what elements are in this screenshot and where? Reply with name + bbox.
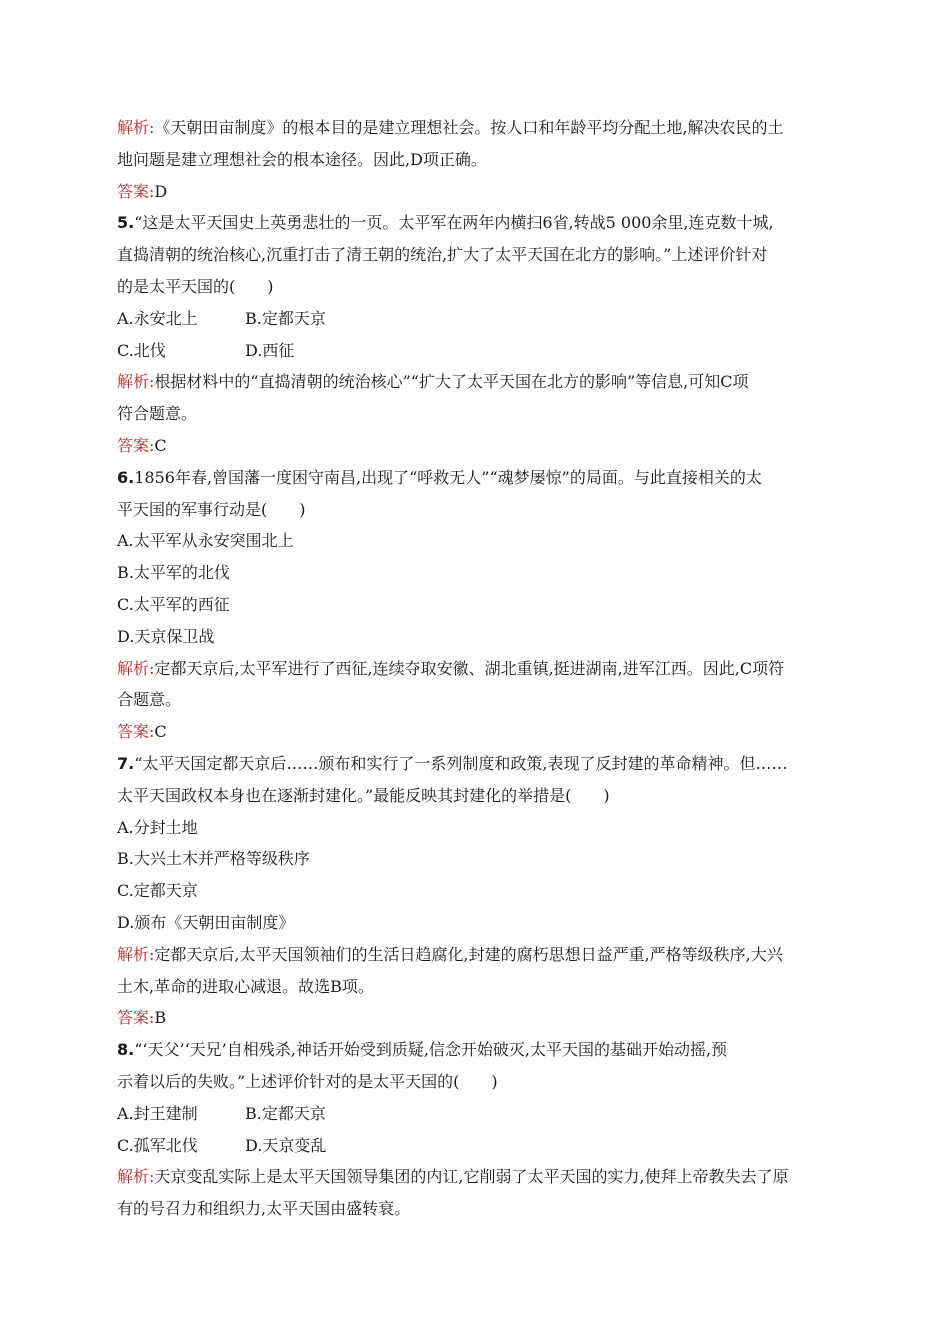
question-stem-first (117, 207, 837, 239)
analysis-line (117, 971, 837, 1003)
analysis-line-first (117, 939, 837, 971)
analysis-label: 解析: (117, 658, 155, 678)
option-item: B.大兴土木并严格等级秩序 (117, 849, 310, 869)
answer-label: 答案: (117, 1008, 155, 1028)
question-text: “太平天国定都天京后……颁布和实行了一系列制度和政策,表现了反封建的革命精神。但…… (134, 753, 788, 773)
question-text: 1856年春,曾国藩一度困守南昌,出现了“呼救无人”“魂梦屡惊”的局面。与此直接相关的太 (134, 467, 762, 487)
question-stem (117, 1066, 837, 1098)
analysis-label: 解析: (117, 118, 155, 137)
answer-label: 答案: (117, 435, 155, 455)
answer-label: 答案: (117, 181, 155, 201)
question-text: 太平天国政权本身也在逐渐封建化。”最能反映其封建化的举措是( ) (117, 785, 610, 805)
option-item: A.分封土地 (117, 817, 198, 837)
option-item: D.天京保卫战 (117, 626, 215, 646)
analysis-label: 解析: (117, 372, 155, 392)
options-row (117, 1130, 837, 1162)
analysis-text: 有的号召力和组织力,太平天国由盛转衰。 (117, 1199, 411, 1219)
options-row (117, 335, 837, 367)
answer-value: D (154, 181, 168, 201)
question-text: 平天国的军事行动是( ) (117, 499, 306, 519)
option-item: D.颁布《天朝田亩制度》 (117, 912, 295, 932)
question-number: 5. (117, 213, 135, 233)
analysis-label: 解析: (117, 1167, 155, 1187)
answer-line (117, 716, 837, 748)
question-number: 6. (117, 467, 135, 487)
option-item: B.太平军的北伐 (117, 563, 230, 583)
analysis-line (117, 398, 837, 430)
option-item: C.北伐 (117, 340, 166, 360)
option-item: D.天京变乱 (245, 1135, 327, 1155)
question-stem (117, 494, 837, 526)
analysis-line (117, 144, 837, 176)
question-stem-first (117, 1034, 837, 1066)
answer-value: C (154, 722, 167, 742)
answer-value: C (154, 435, 167, 455)
question-text: 的是太平天国的( ) (117, 276, 274, 296)
option-item: C.太平军的西征 (117, 594, 230, 614)
analysis-line (117, 684, 837, 716)
document-page (117, 112, 837, 1225)
analysis-line-first (117, 1161, 837, 1193)
question-text: 直捣清朝的统治核心,沉重打击了清王朝的统治,扩大了太平天国在北方的影响。”上述评价针对 (117, 245, 768, 265)
option-item: A.太平军从永安突围北上 (117, 531, 294, 551)
analysis-text: 合题意。 (117, 690, 182, 710)
options-row (117, 303, 837, 335)
question-stem (117, 239, 837, 271)
question-stem-first (117, 748, 837, 780)
analysis-line-first (117, 653, 837, 685)
answer-line (117, 430, 837, 462)
analysis-text: 《天朝田亩制度》的根本目的是建立理想社会。按人口和年龄平均分配土地,解决农民的土 (154, 118, 784, 137)
question-stem (117, 271, 837, 303)
option-item: D.西征 (245, 340, 295, 360)
question-text: 示着以后的失败。”上述评价针对的是太平天国的( ) (117, 1071, 498, 1091)
option-item: A.永安北上 (117, 308, 198, 328)
question-text: “这是太平天国史上英勇悲壮的一页。太平军在两年内横扫6省,转战5 000余里,连克数十城, (134, 213, 774, 233)
answer-line (117, 1002, 837, 1034)
option-item: C.定都天京 (117, 881, 198, 901)
analysis-text: 根据材料中的“直捣清朝的统治核心”“扩大了太平天国在北方的影响”等信息,可知C项 (154, 372, 749, 392)
options-row (117, 1098, 837, 1130)
question-text: “‘天父’‘天兄’自相残杀,神话开始受到质疑,信念开始破灭,太平天国的基础开始动摇,预 (134, 1040, 728, 1060)
answer-label: 答案: (117, 722, 155, 742)
option-item: B.定都天京 (245, 308, 326, 328)
analysis-line-first (117, 112, 837, 144)
analysis-text: 定都天京后,太平军进行了西征,连续夺取安徽、湖北重镇,挺进湖南,进军江西。因此,C项符 (154, 658, 785, 678)
analysis-text: 符合题意。 (117, 404, 198, 424)
option-item: B.定都天京 (245, 1103, 326, 1123)
analysis-text: 地问题是建立理想社会的根本途径。因此,D项正确。 (117, 149, 487, 169)
analysis-line (117, 1193, 837, 1225)
option-item: C.孤军北伐 (117, 1135, 198, 1155)
answer-value: B (154, 1008, 167, 1028)
answer-line (117, 176, 837, 208)
option-item: A.封王建制 (117, 1103, 198, 1123)
question-stem-first (117, 462, 837, 494)
question-number: 7. (117, 753, 135, 773)
question-stem (117, 780, 837, 812)
analysis-line-first (117, 366, 837, 398)
analysis-text: 土木,革命的进取心减退。故选B项。 (117, 976, 374, 996)
question-number: 8. (117, 1040, 135, 1060)
analysis-text: 天京变乱实际上是太平天国领导集团的内讧,它削弱了太平天国的实力,使拜上帝教失去了原 (154, 1167, 789, 1187)
analysis-text: 定都天京后,太平天国领袖们的生活日趋腐化,封建的腐朽思想日益严重,严格等级秩序,大兴 (154, 944, 783, 964)
analysis-label: 解析: (117, 944, 155, 964)
